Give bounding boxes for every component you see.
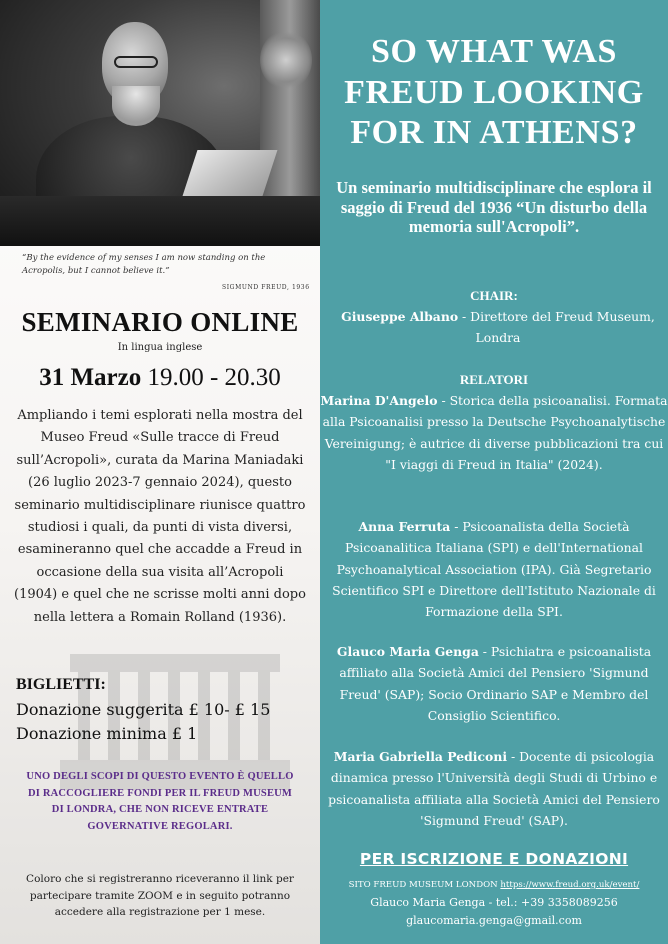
website-label: SITO FREUD MUSEUM LONDON — [348, 880, 501, 890]
speaker-name: Marina D'Angelo — [320, 393, 438, 408]
ticket-suggested-donation: Donazione suggerita £ 10- £ 15 — [16, 700, 271, 719]
speaker-bio: - Storica della psicoanalisi. Formata alla Psicoanalisi presso la Deutsche Psychoanalytische Vereinigung; è autrice di diverse pubblicazioni tra cui "I viaggi di Freud in Italia" (2024). — [322, 393, 668, 472]
speaker-name: Glauco Maria Genga — [336, 644, 479, 659]
speaker-name: Anna Ferruta — [358, 519, 451, 534]
fundraising-note: UNO DEGLI SCOPI DI QUESTO EVENTO È QUELLO DI RACCOGLIERE FONDI PER IL FREUD MUSEUM DI LONDRA, CHE NON RICEVE ENTRATE GOVERNATIVE REGOLARI. — [26, 771, 294, 832]
chair-name: Giuseppe Albano — [341, 309, 459, 324]
registration-cta-heading: PER ISCRIZIONE E DONAZIONI — [359, 850, 629, 868]
seminar-description: Ampliando i temi esplorati nella mostra del Museo Freud «Sulle tracce di Freud sull’Acropoli», curata da Marina Maniadaki (26 luglio 2023-7 gennaio 2024), questo seminario multidisciplinare riunisce quattro studiosi i quali, da punti di vista diversi, esamineranno quel che accadde a Freud in occasione della sua visita all’Acropoli (1904) e quel che ne scrisse molti anni dopo nella lettera a Romain Rolland (1936). — [14, 408, 306, 625]
website-line — [320, 880, 668, 890]
contact-email[interactable]: glaucomaria.genga@gmail.com — [406, 914, 582, 927]
quote-author: SIGMUND FREUD, 1936 — [222, 284, 310, 291]
speaker-entry — [320, 746, 668, 831]
chair-heading: CHAIR: — [470, 288, 518, 303]
freud-quote: “By the evidence of my senses I am now standing on the Acropolis, but I cannot believe it.” — [22, 253, 266, 276]
website-link[interactable]: https://www.freud.org.uk/event/ — [500, 880, 640, 890]
left-column — [0, 0, 320, 944]
main-title: SO WHAT WAS FREUD LOOKING FOR IN ATHENS? — [344, 33, 644, 151]
speaker-name: Maria Gabriella Pediconi — [333, 749, 508, 764]
language-note: In lingua inglese — [117, 342, 203, 353]
freud-photo — [0, 0, 320, 246]
event-date: 31 Marzo — [39, 364, 142, 391]
speaker-bio: - Psichiatra e psicoanalista affiliato alla Società Amici del Pensiero 'Sigmund Freud' (SAP); Socio Ordinario SAP e Membro del Consiglio Scientifico. — [339, 644, 652, 723]
ticket-minimum-donation: Donazione minima £ 1 — [16, 724, 198, 743]
tickets-heading: BIGLIETTI: — [16, 676, 106, 693]
speaker-bio: - Psicoanalista della Società Psicoanalitica Italiana (SPI) e dell'International Psychoanalytical Association (IPA). Già Segretario Scientifico SPI e Direttore dell'Istituto Nazionale di Formazione della SPI. — [332, 519, 656, 620]
speaker-entry — [320, 641, 668, 726]
seminar-title: SEMINARIO ONLINE — [21, 307, 299, 337]
speaker-entry — [320, 516, 668, 622]
speaker-bio: - Docente di psicologia dinamica presso l'Università degli Studi di Urbino e psicoanalista affiliata alla Società Amici del Pensiero 'Sigmund Freud' (SAP). — [328, 749, 660, 828]
registration-note: Coloro che si registreranno riceveranno il link per partecipare tramite ZOOM e in seguito potranno accedere alla registrazione per 1 mese. — [26, 873, 294, 919]
speaker-entry — [320, 390, 668, 475]
event-time: 19.00 - 20.30 — [141, 364, 281, 391]
speakers-heading: RELATORI — [459, 372, 529, 387]
date-time — [0, 364, 320, 392]
contact-phone: Glauco Maria Genga - tel.: +39 3358089256 — [370, 896, 618, 909]
chair-bio: - Direttore del Freud Museum, Londra — [458, 309, 655, 346]
right-column — [320, 0, 668, 944]
subtitle: Un seminario multidisciplinare che esplora il saggio di Freud del 1936 “Un disturbo della memoria sull'Acropoli”. — [336, 178, 652, 236]
chair-entry — [328, 306, 668, 349]
